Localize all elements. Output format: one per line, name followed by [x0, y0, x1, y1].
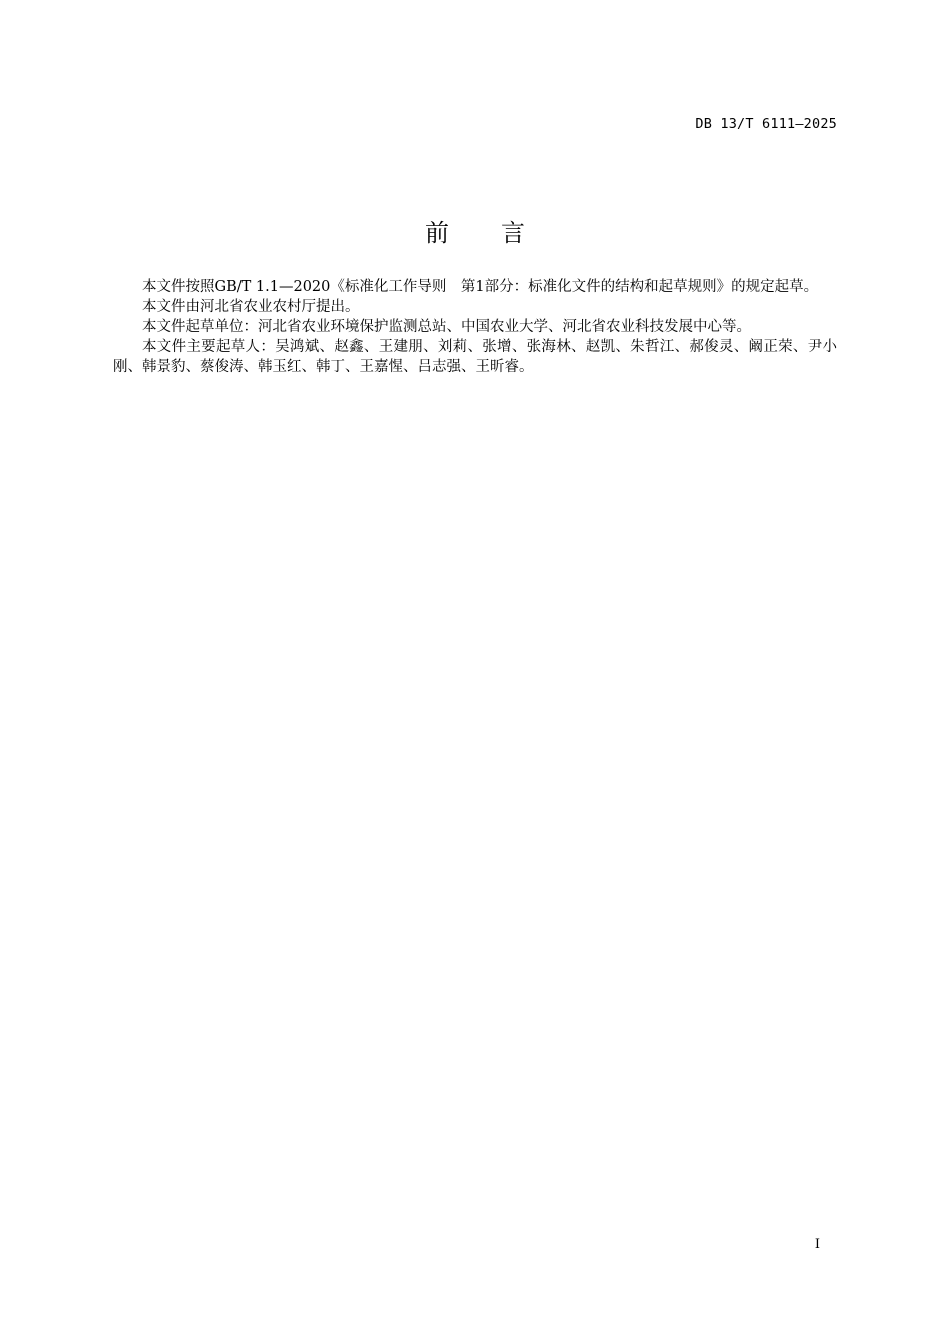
foreword-title: 前言	[425, 219, 577, 247]
page-number: I	[814, 1237, 820, 1252]
paragraph-drafting-basis: 本文件按照GB/T 1.1—2020《标准化工作导则 第1部分：标准化文件的结构和起草规则》的规定起草。	[142, 279, 819, 295]
standard-code-header: DB 13/T 6111—2025	[695, 116, 837, 132]
paragraph-drafting-units: 本文件起草单位：河北省农业环境保护监测总站、中国农业大学、河北省农业科技发展中心等。	[142, 319, 751, 335]
paragraph-proposer: 本文件由河北省农业农村厅提出。	[142, 299, 360, 315]
foreword-body	[113, 277, 837, 377]
paragraph-drafters: 本文件主要起草人：吴鸿斌、赵鑫、王建朋、刘莉、张增、张海林、赵凯、朱哲江、郝俊灵、阚正荣、尹小刚、韩景豹、蔡俊涛、韩玉红、韩丁、王嘉惺、吕志强、王昕睿。	[113, 339, 837, 375]
